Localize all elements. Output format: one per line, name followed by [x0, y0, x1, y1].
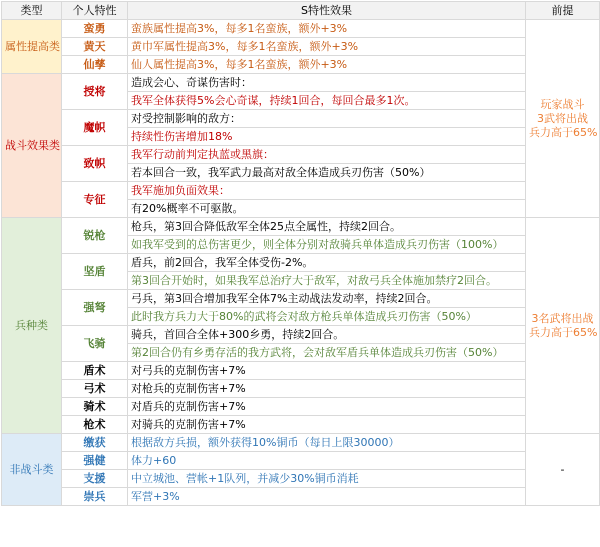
trait-effect-qishu: 对盾兵的克制伤害+7% [128, 398, 526, 416]
header-effect: S特性效果 [128, 2, 526, 20]
trait-effect-ruiqiang-2: 如我军受到的总伤害更少，则全体分别对敌骑兵单体造成兵刃伤害（100%） [128, 236, 526, 254]
trait-effect-jiandun-2: 第3回合开始时，如果我军总治疗大于敌军，对敌弓兵全体施加禁疗2回合。 [128, 272, 526, 290]
trait-effect-xianjuan: 仙人属性提高3%，每多1名蛮族，额外+3% [128, 56, 526, 74]
category-attr: 属性提高类 [2, 20, 62, 74]
trait-name-qishu: 骑术 [62, 398, 128, 416]
trait-effect-qiangnu-2: 此时我方兵力大于80%的武将会对敌方枪兵单体造成兵刃伤害（50%） [128, 308, 526, 326]
trait-name-dunshu: 盾术 [62, 362, 128, 380]
trait-name-gongshu: 弓术 [62, 380, 128, 398]
trait-name-mozhi: 魔帜 [62, 110, 128, 146]
trait-name-qiangshu: 枪术 [62, 416, 128, 434]
table-row [2, 20, 600, 38]
prereq-combat-line3: 兵力高于65% [529, 125, 598, 139]
prereq-combat-line2: 3武将出战 [537, 111, 588, 125]
category-combat: 战斗效果类 [2, 74, 62, 218]
header-trait: 个人特性 [62, 2, 128, 20]
trait-effect-chongbing: 军营+3% [128, 488, 526, 506]
trait-effect-qiangjian: 体力+60 [128, 452, 526, 470]
trait-effect-qiangnu-1: 弓兵，第3回合增加我军全体7%主动战法发动率，持续2回合。 [128, 290, 526, 308]
table-row [2, 326, 600, 344]
prereq-combat-line1: 玩家战斗 [540, 97, 585, 111]
table-row [2, 290, 600, 308]
table-row [2, 362, 600, 380]
table-row [2, 146, 600, 164]
trait-effect-zhuanzheng-2: 有20%概率不可驱散。 [128, 200, 526, 218]
table-row [2, 470, 600, 488]
category-unit: 兵种类 [2, 218, 62, 434]
trait-name-manyong: 蛮勇 [62, 20, 128, 38]
prereq-combat [526, 20, 600, 218]
trait-name-huangtian: 黄天 [62, 38, 128, 56]
trait-effect-gongshu: 对枪兵的克制伤害+7% [128, 380, 526, 398]
trait-effect-zhizhi-1: 我军行动前判定执蓝或黑旗： [128, 146, 526, 164]
trait-effect-manyong: 蛮族属性提高3%，每多1名蛮族，额外+3% [128, 20, 526, 38]
trait-effect-huangtian: 黄巾军属性提高3%，每多1名蛮族，额外+3% [128, 38, 526, 56]
header-type: 类型 [2, 2, 62, 20]
table-row [2, 254, 600, 272]
category-noncombat: 非战斗类 [2, 434, 62, 506]
trait-name-zhiyuan: 支援 [62, 470, 128, 488]
trait-effect-zhuanzheng-1: 我军施加负面效果： [128, 182, 526, 200]
trait-effect-zhizhi-2: 若本回合一致，我军武力最高对敌全体造成兵刃伤害（50%） [128, 164, 526, 182]
table-row [2, 398, 600, 416]
table-row [2, 56, 600, 74]
trait-name-ruiqiang: 锐枪 [62, 218, 128, 254]
trait-effect-mozhi-2: 持续性伤害增加18% [128, 128, 526, 146]
table-row [2, 434, 600, 452]
trait-name-xianjuan: 仙孳 [62, 56, 128, 74]
trait-name-zhuanzheng: 专征 [62, 182, 128, 218]
trait-effect-shoujiang-1: 造成会心、奇谋伤害时： [128, 74, 526, 92]
header-prereq: 前提 [526, 2, 600, 20]
trait-name-zhizhi: 致帜 [62, 146, 128, 182]
prereq-unit-line2: 兵力高于65% [529, 325, 598, 339]
trait-name-jiandun: 坚盾 [62, 254, 128, 290]
trait-name-feiqi: 飞骑 [62, 326, 128, 362]
header-row [2, 2, 600, 20]
trait-effect-jiaohuo: 根据敌方兵损，额外获得10%铜币（每日上限30000） [128, 434, 526, 452]
table-row [2, 416, 600, 434]
trait-name-shoujiang: 授将 [62, 74, 128, 110]
trait-effect-feiqi-1: 骑兵，首回合全体+300乡勇，持续2回合。 [128, 326, 526, 344]
table-row [2, 110, 600, 128]
table-row [2, 452, 600, 470]
prereq-noncombat: - [526, 434, 600, 506]
trait-name-jiaohuo: 缴获 [62, 434, 128, 452]
trait-table [1, 1, 600, 506]
trait-effect-dunshu: 对弓兵的克制伤害+7% [128, 362, 526, 380]
table-row [2, 488, 600, 506]
trait-effect-zhiyuan: 中立城池、营帐+1队列，并减少30%铜币消耗 [128, 470, 526, 488]
table-row [2, 380, 600, 398]
trait-effect-ruiqiang-1: 枪兵，第3回合降低敌军全体25点全属性，持续2回合。 [128, 218, 526, 236]
table-row [2, 74, 600, 92]
trait-name-qiangjian: 强健 [62, 452, 128, 470]
table-row [2, 182, 600, 200]
trait-effect-feiqi-2: 第2回合仍有乡勇存活的我方武将，会对敌军盾兵单体造成兵刃伤害（50%） [128, 344, 526, 362]
trait-name-chongbing: 崇兵 [62, 488, 128, 506]
trait-effect-qiangshu: 对骑兵的克制伤害+7% [128, 416, 526, 434]
prereq-unit-line1: 3名武将出战 [531, 311, 594, 325]
trait-name-qiangnu: 强弩 [62, 290, 128, 326]
trait-effect-jiandun-1: 盾兵，前2回合，我军全体受伤-2%。 [128, 254, 526, 272]
table-row [2, 38, 600, 56]
table-row [2, 218, 600, 236]
prereq-unit [526, 218, 600, 434]
trait-effect-mozhi-1: 对受控制影响的敌方： [128, 110, 526, 128]
trait-effect-shoujiang-2: 我军全体获得5%会心奇谋，持续1回合，每回合最多1次。 [128, 92, 526, 110]
